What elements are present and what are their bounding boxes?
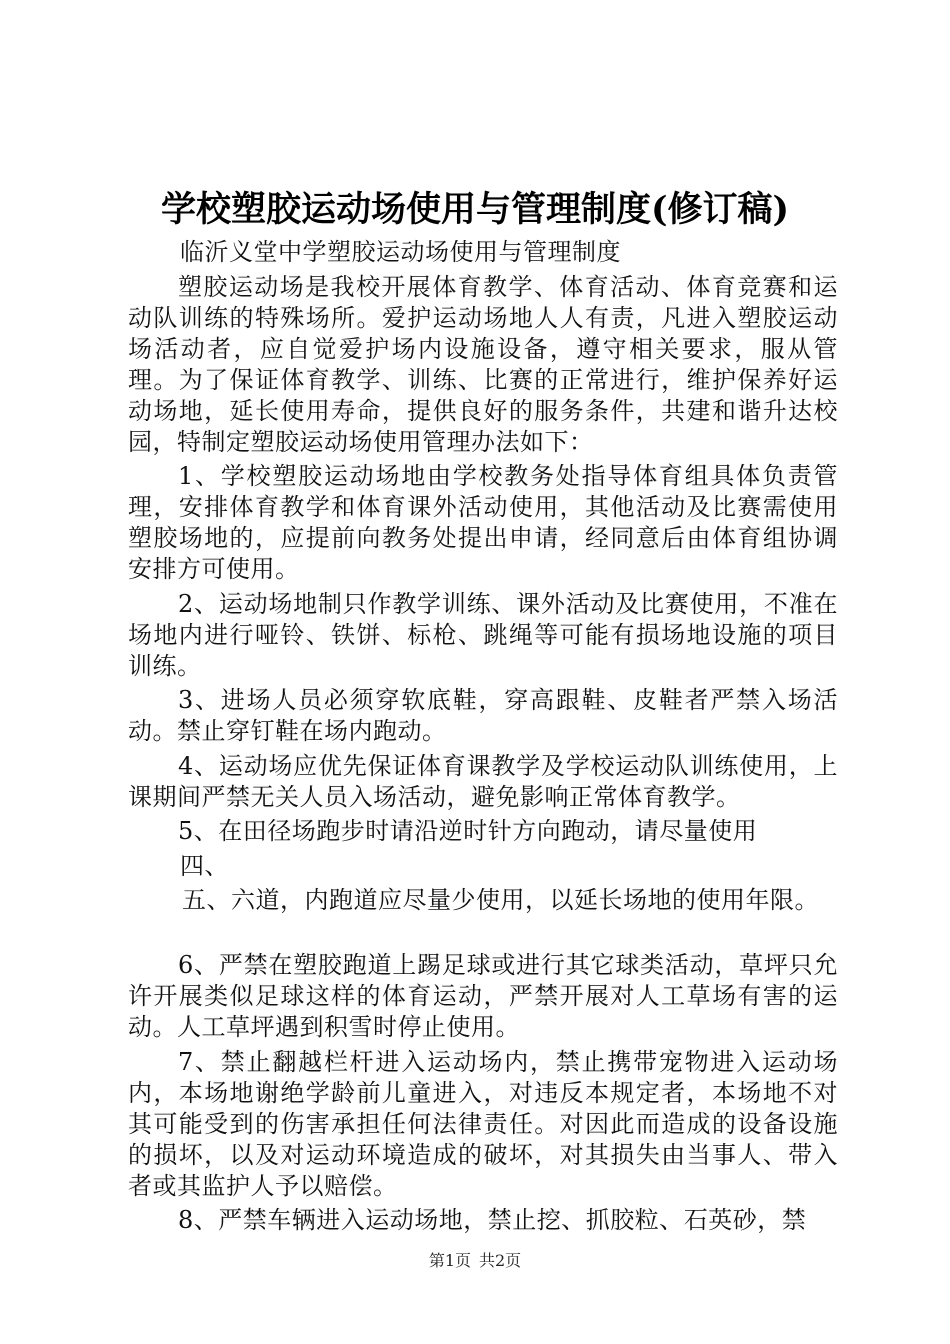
paragraph-intro: 塑胶运动场是我校开展体育教学、体育活动、体育竞赛和运动队训练的特殊场所。爱护运动场地人人有责，凡进入塑胶运动场活动者，应自觉爱护场内设施设备，遵守相关要求，服从管理。为了保证体育教学、训练、比赛的正常进行，维护保养好运动场地，延长使用寿命，提供良好的服务条件，共建和谐升达校园，特制定塑胶运动场使用管理办法如下： [128,272,838,456]
paragraph-item-2: 2、运动场地制只作教学训练、课外活动及比赛使用，不准在场地内进行哑铃、铁饼、标枪、跳绳等可能有损场地设施的项目训练。 [128,589,838,680]
paragraph-item-5-cont-1: 四、 [180,851,229,880]
paragraph-item-6: 6、严禁在塑胶跑道上踢足球或进行其它球类活动，草坪只允许开展类似足球这样的体育运动，严禁开展对人工草场有害的运动。人工草坪遇到积雪时停止使用。 [128,951,838,1041]
paragraph-item-5: 5、在田径场跑步时请沿逆时针方向跑动，请尽量使用 [178,817,758,845]
paragraph-item-5-cont-2: 五、六道，内跑道应尽量少使用，以延长场地的使用年限。 [182,886,819,914]
document-body [128,237,838,1240]
page-footer [0,1248,950,1271]
document-title: 学校塑胶运动场使用与管理制度(修订稿) [160,189,790,230]
document-subtitle: 临沂义堂中学塑胶运动场使用与管理制度 [180,238,621,266]
page-total: 共2页 [479,1251,522,1270]
paragraph-item-4: 4、运动场应优先保证体育课教学及学校运动队训练使用，上课期间严禁无关人员入场活动，避免影响正常体育教学。 [128,751,838,811]
paragraph-item-1: 1、学校塑胶运动场地由学校教务处指导体育组具体负责管理，安排体育教学和体育课外活动使用，其他活动及比赛需使用塑胶场地的，应提前向教务处提出申请，经同意后由体育组协调安排方可使用。 [128,462,838,583]
paragraph-item-3: 3、进场人员必须穿软底鞋，穿高跟鞋、皮鞋者严禁入场活动。禁止穿钉鞋在场内跑动。 [128,686,838,745]
paragraph-item-7: 7、禁止翻越栏杆进入运动场内，禁止携带宠物进入运动场内，本场地谢绝学龄前儿童进入，对违反本规定者，本场地不对其可能受到的伤害承担任何法律责任。对因此而造成的设备设施的损坏，以及对运动环境造成的破坏，对其损失由当事人、带入者或其监护人予以赔偿。 [128,1047,838,1200]
page-number: 第1页 [428,1251,471,1270]
paragraph-item-8: 8、严禁车辆进入运动场地，禁止挖、抓胶粒、石英砂，禁 [178,1206,807,1234]
